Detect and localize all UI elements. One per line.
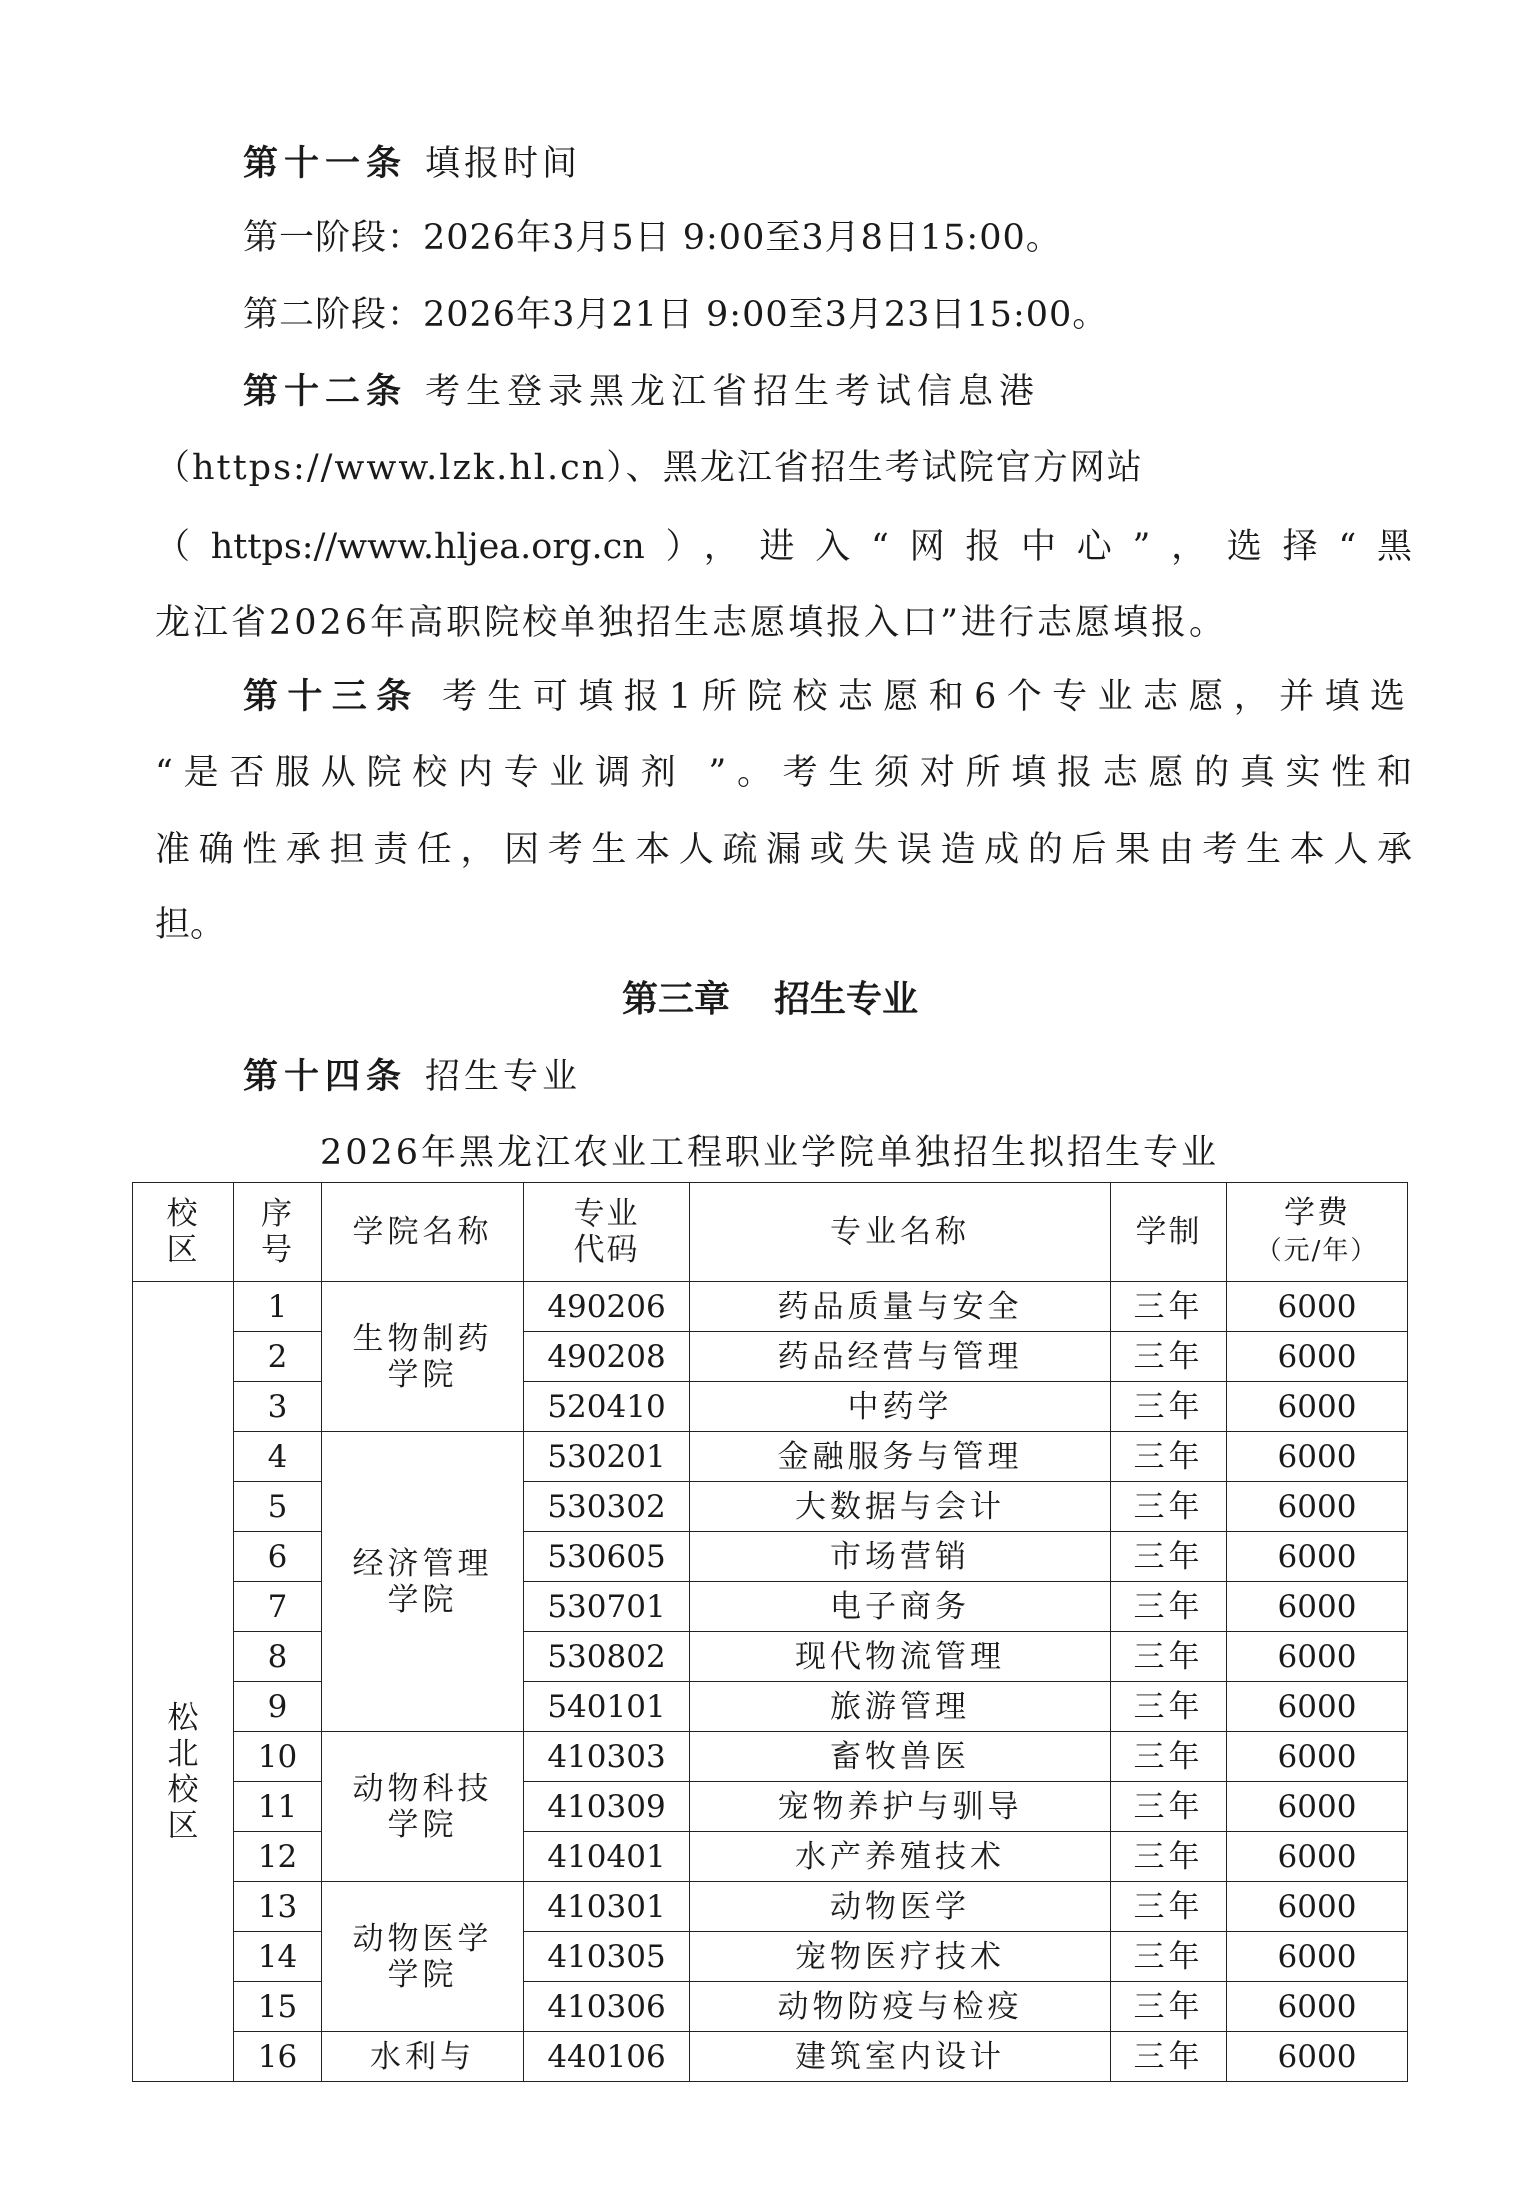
code-cell: 410306 — [524, 1982, 690, 2032]
article-13-text-3: 准确性承担责任，因考生本人疏漏或失误造成的后果由考生本人承 — [155, 830, 1412, 870]
header-campus-line-1: 校 — [166, 1196, 200, 1232]
seq-cell: 9 — [234, 1682, 322, 1732]
college-cell — [322, 1282, 524, 1432]
duration-cell: 三年 — [1111, 1482, 1227, 1532]
campus-cell — [133, 1282, 234, 2082]
fee-cell: 6000 — [1227, 1832, 1408, 1882]
table-row — [133, 1432, 1408, 1482]
duration-cell: 三年 — [1111, 1682, 1227, 1732]
chapter-number: 第三章 — [621, 979, 730, 1020]
duration-cell: 三年 — [1111, 1732, 1227, 1782]
article-12-text-4: 龙江省2026年高职院校单独招生志愿填报入口”进行志愿填报。 — [155, 603, 1227, 643]
code-cell: 410309 — [524, 1782, 690, 1832]
college-cell — [322, 1882, 524, 2032]
fee-cell: 6000 — [1227, 1782, 1408, 1832]
article-12-text-1: 考生登录黑龙江省招生考试信息港 — [425, 372, 1041, 412]
major-cell: 畜牧兽医 — [690, 1732, 1111, 1782]
code-cell: 440106 — [524, 2032, 690, 2082]
header-campus — [133, 1183, 234, 1282]
seq-cell: 12 — [234, 1832, 322, 1882]
header-college: 学院名称 — [322, 1183, 524, 1282]
campus-char: 校 — [167, 1771, 199, 1808]
major-cell: 旅游管理 — [690, 1682, 1111, 1732]
fee-cell: 6000 — [1227, 1632, 1408, 1682]
chapter-title: 招生专业 — [774, 979, 919, 1020]
duration-cell: 三年 — [1111, 1832, 1227, 1882]
seq-cell: 1 — [234, 1282, 322, 1332]
seq-cell: 13 — [234, 1882, 322, 1932]
duration-cell: 三年 — [1111, 2032, 1227, 2082]
article-11-heading — [243, 142, 581, 186]
fee-cell: 6000 — [1227, 1582, 1408, 1632]
article-12-line-1 — [243, 370, 1040, 414]
header-major: 专业名称 — [690, 1183, 1111, 1282]
fee-cell: 6000 — [1227, 2032, 1408, 2082]
campus-char: 北 — [167, 1735, 199, 1772]
article-11-label: 第十一条 — [243, 143, 408, 184]
fee-cell: 6000 — [1227, 1482, 1408, 1532]
seq-cell: 16 — [234, 2032, 322, 2082]
seq-cell: 10 — [234, 1732, 322, 1782]
code-cell: 530605 — [524, 1532, 690, 1582]
code-cell: 410301 — [524, 1882, 690, 1932]
fee-cell: 6000 — [1227, 1282, 1408, 1332]
college-cell — [322, 1432, 524, 1732]
seq-cell: 14 — [234, 1932, 322, 1982]
article-14-title: 招生专业 — [425, 1057, 582, 1097]
article-13-label: 第十三条 — [243, 676, 421, 717]
major-cell: 中药学 — [690, 1382, 1111, 1432]
major-cell: 现代物流管理 — [690, 1632, 1111, 1682]
major-cell: 建筑室内设计 — [690, 2032, 1111, 2082]
fee-cell: 6000 — [1227, 1882, 1408, 1932]
college-name-line: 生物制药 — [352, 1320, 493, 1357]
college-name-line: 动物医学 — [352, 1920, 493, 1957]
major-cell: 宠物养护与驯导 — [690, 1782, 1111, 1832]
article-14-heading — [243, 1055, 581, 1099]
table-row — [133, 1282, 1408, 1332]
header-campus-line-2: 区 — [166, 1232, 200, 1268]
duration-cell: 三年 — [1111, 1882, 1227, 1932]
seq-cell: 8 — [234, 1632, 322, 1682]
header-seq — [234, 1183, 322, 1282]
code-cell: 410401 — [524, 1832, 690, 1882]
duration-cell: 三年 — [1111, 1982, 1227, 2032]
chapter-heading — [0, 978, 1540, 1022]
college-cell — [322, 1732, 524, 1882]
article-12-text-3: （https://www.hljea.org.cn），进入“网报中心”，选择“黑 — [155, 527, 1412, 567]
majors-table — [132, 1182, 1408, 2082]
article-14-label: 第十四条 — [243, 1056, 408, 1097]
article-13-text-1: 考生可填报1所院校志愿和6个专业志愿，并填选 — [438, 677, 1412, 717]
major-cell: 动物防疫与检疫 — [690, 1982, 1111, 2032]
fee-cell: 6000 — [1227, 1432, 1408, 1482]
seq-cell: 11 — [234, 1782, 322, 1832]
major-cell: 宠物医疗技术 — [690, 1932, 1111, 1982]
major-cell: 电子商务 — [690, 1582, 1111, 1632]
duration-cell: 三年 — [1111, 1632, 1227, 1682]
header-fee-line-2: （元/年） — [1255, 1236, 1379, 1266]
article-13-text-2: “是否服从院校内专业调剂 ”。考生须对所填报志愿的真实性和 — [155, 753, 1412, 793]
campus-char: 松 — [167, 1699, 199, 1736]
table-row — [133, 2032, 1408, 2082]
major-cell: 金融服务与管理 — [690, 1432, 1111, 1482]
college-name-line: 学院 — [387, 1581, 458, 1618]
duration-cell: 三年 — [1111, 1782, 1227, 1832]
article-13-text-4: 担。 — [155, 905, 226, 945]
header-duration: 学制 — [1111, 1183, 1227, 1282]
header-code — [524, 1183, 690, 1282]
article-12-label: 第十二条 — [243, 371, 408, 412]
duration-cell: 三年 — [1111, 1532, 1227, 1582]
fee-cell: 6000 — [1227, 1332, 1408, 1382]
phase-1-text: 第一阶段：2026年3月5日 9:00至3月8日15:00。 — [243, 218, 1062, 258]
fee-cell: 6000 — [1227, 1982, 1408, 2032]
college-name-line: 动物科技 — [352, 1770, 493, 1807]
code-cell: 530302 — [524, 1482, 690, 1532]
code-cell: 490208 — [524, 1332, 690, 1382]
table-title: 2026年黑龙江农业工程职业学院单独招生拟招生专业 — [319, 1133, 1220, 1173]
major-cell: 药品经营与管理 — [690, 1332, 1111, 1382]
duration-cell: 三年 — [1111, 1432, 1227, 1482]
code-cell: 530701 — [524, 1582, 690, 1632]
duration-cell: 三年 — [1111, 1332, 1227, 1382]
seq-cell: 7 — [234, 1582, 322, 1632]
code-cell: 530802 — [524, 1632, 690, 1682]
header-seq-line-2: 号 — [261, 1232, 294, 1268]
header-fee — [1227, 1183, 1408, 1282]
major-cell: 动物医学 — [690, 1882, 1111, 1932]
article-12-text-2: （https://www.lzk.hl.cn）、黑龙江省招生考试院官方网站 — [155, 448, 1144, 488]
seq-cell: 6 — [234, 1532, 322, 1582]
fee-cell: 6000 — [1227, 1382, 1408, 1432]
code-cell: 410305 — [524, 1932, 690, 1982]
fee-cell: 6000 — [1227, 1682, 1408, 1732]
college-name-line: 学院 — [387, 1806, 458, 1843]
major-cell: 药品质量与安全 — [690, 1282, 1111, 1332]
college-name-line: 学院 — [387, 1956, 458, 1993]
duration-cell: 三年 — [1111, 1382, 1227, 1432]
code-cell: 490206 — [524, 1282, 690, 1332]
article-11-title: 填报时间 — [425, 144, 582, 184]
duration-cell: 三年 — [1111, 1282, 1227, 1332]
seq-cell: 4 — [234, 1432, 322, 1482]
fee-cell: 6000 — [1227, 1532, 1408, 1582]
major-cell: 市场营销 — [690, 1532, 1111, 1582]
fee-cell: 6000 — [1227, 1732, 1408, 1782]
duration-cell: 三年 — [1111, 1582, 1227, 1632]
duration-cell: 三年 — [1111, 1932, 1227, 1982]
college-name-line: 学院 — [387, 1356, 458, 1393]
code-cell: 520410 — [524, 1382, 690, 1432]
table-row — [133, 1882, 1408, 1932]
table-row — [133, 1732, 1408, 1782]
code-cell: 530201 — [524, 1432, 690, 1482]
code-cell: 410303 — [524, 1732, 690, 1782]
seq-cell: 5 — [234, 1482, 322, 1532]
code-cell: 540101 — [524, 1682, 690, 1732]
seq-cell: 15 — [234, 1982, 322, 2032]
college-cell — [322, 2032, 524, 2082]
article-13-line-1 — [243, 675, 1412, 719]
college-name-line: 经济管理 — [352, 1545, 493, 1582]
phase-2-text: 第二阶段：2026年3月21日 9:00至3月23日15:00。 — [243, 295, 1109, 335]
header-fee-line-1: 学费 — [1284, 1195, 1350, 1231]
header-code-line-1: 专业 — [573, 1196, 640, 1232]
seq-cell: 2 — [234, 1332, 322, 1382]
major-cell: 水产养殖技术 — [690, 1832, 1111, 1882]
seq-cell: 3 — [234, 1382, 322, 1432]
college-name-line: 水利与 — [370, 2038, 475, 2075]
fee-cell: 6000 — [1227, 1932, 1408, 1982]
header-code-line-2: 代码 — [573, 1232, 640, 1268]
table-header-row — [133, 1183, 1408, 1282]
campus-char: 区 — [167, 1807, 199, 1844]
major-cell: 大数据与会计 — [690, 1482, 1111, 1532]
header-seq-line-1: 序 — [261, 1196, 294, 1232]
